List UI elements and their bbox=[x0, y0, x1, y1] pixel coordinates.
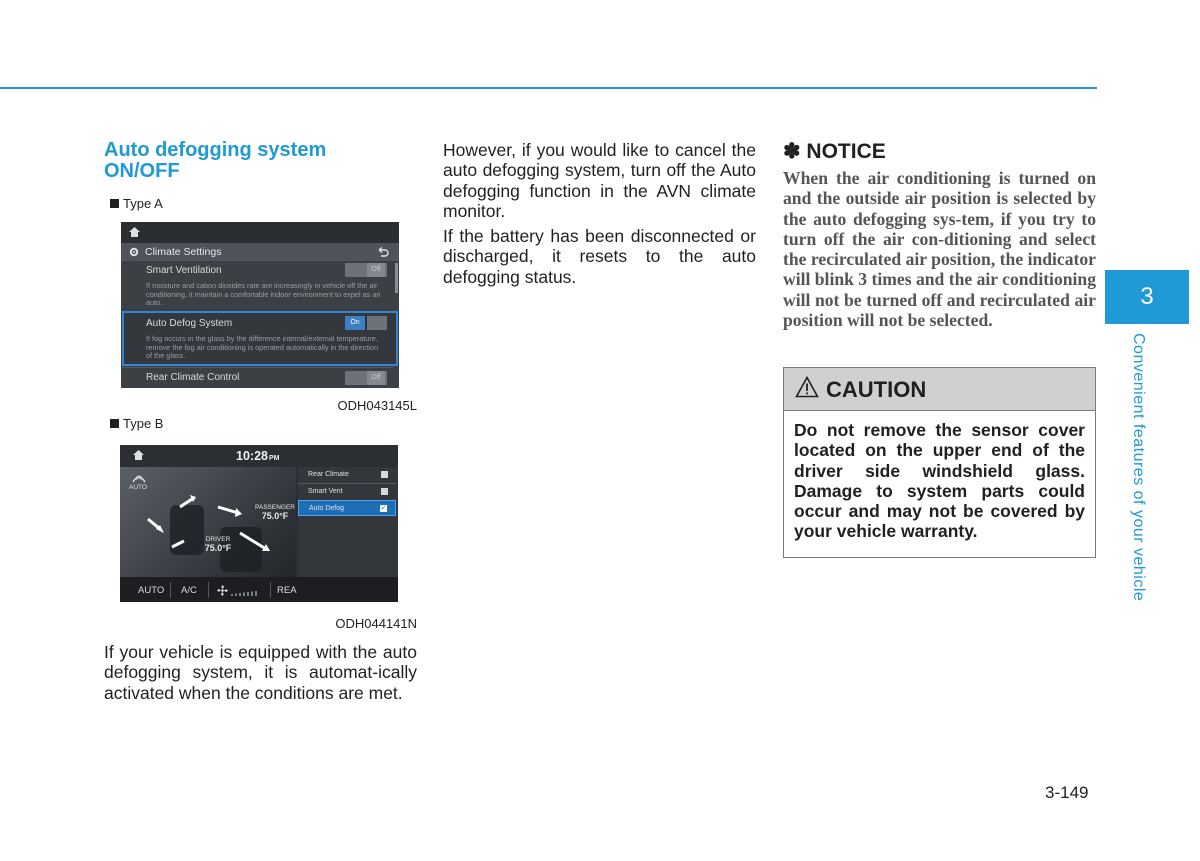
page-number: 3-149 bbox=[1045, 783, 1089, 802]
notice-body: When the air conditioning is turned on and the outside air position is selected by the auto defogging sys-tem, if you try to turn off the air con-ditioning and select the recirculated air position, the indicator will blink 3 times and the air conditioning will not be turned off and recirculated air position will not be selected. bbox=[783, 168, 1097, 331]
setting-description: If moisture and cabon dioxides rate are increasingly in vehicle off the air conditioning, it maintain a comfortable indoor environment to expel as an auto. bbox=[146, 281, 381, 307]
climate-menu bbox=[298, 467, 398, 577]
checkbox-checked[interactable]: ✓ bbox=[380, 505, 387, 512]
caution-title: CAUTION bbox=[826, 377, 927, 402]
setting-row-auto-defog[interactable] bbox=[121, 314, 393, 366]
bullet-square-icon bbox=[110, 199, 119, 208]
screen-a-topbar bbox=[121, 222, 399, 243]
divider bbox=[270, 582, 271, 598]
cancel-paragraph: However, if you would like to cancel the auto defogging system, turn off the Auto defogging function in the AVN climate monitor. bbox=[443, 140, 756, 221]
auto-indicator: AUTO bbox=[129, 484, 147, 491]
menu-item-auto-defog[interactable] bbox=[298, 500, 396, 516]
menu-item-smart-vent[interactable] bbox=[298, 484, 396, 500]
caution-header bbox=[784, 368, 1095, 411]
type-b-screen bbox=[120, 445, 398, 602]
toggle-switch[interactable] bbox=[345, 316, 387, 330]
warning-triangle-icon bbox=[795, 376, 819, 398]
clock bbox=[236, 449, 279, 463]
chapter-tab: 3 bbox=[1105, 270, 1189, 324]
driver-temp: 75.0°F bbox=[204, 543, 232, 553]
passenger-temp-display[interactable] bbox=[251, 503, 299, 521]
toggle-switch[interactable] bbox=[345, 371, 387, 385]
section-heading: Auto defogging system ON/OFF bbox=[104, 139, 327, 182]
type-a-text: Type A bbox=[123, 196, 163, 211]
top-rule bbox=[0, 87, 1097, 89]
toggle-state: Off bbox=[367, 371, 385, 385]
home-icon[interactable] bbox=[133, 450, 144, 460]
toggle-switch[interactable] bbox=[345, 263, 387, 277]
menu-item-label: Smart Vent bbox=[308, 488, 343, 495]
menu-item-label: Rear Climate bbox=[308, 471, 349, 478]
caution-box bbox=[783, 367, 1096, 558]
auto-button[interactable]: AUTO bbox=[138, 585, 165, 596]
setting-label: Auto Defog System bbox=[146, 318, 233, 329]
checkbox[interactable] bbox=[381, 471, 388, 478]
checkbox[interactable] bbox=[381, 488, 388, 495]
rear-button[interactable]: REA bbox=[277, 585, 297, 596]
gear-icon bbox=[129, 247, 139, 257]
scrollbar[interactable] bbox=[395, 263, 398, 293]
setting-label: Smart Ventilation bbox=[146, 265, 222, 276]
fan-icon[interactable] bbox=[217, 585, 228, 596]
type-a-screen bbox=[121, 222, 399, 388]
menu-item-label: Auto Defog bbox=[309, 505, 345, 512]
clock-time: 10:28 bbox=[236, 449, 268, 463]
clock-ampm: PM bbox=[268, 455, 280, 462]
passenger-temp: 75.0°F bbox=[261, 511, 289, 521]
toggle-state: Off bbox=[367, 263, 385, 277]
setting-label: Rear Climate Control bbox=[146, 372, 240, 383]
caution-body: Do not remove the sensor cover located on the upper end of the driver side windshield glass. Damage to system parts could occur and may not be covered by your vehicle warranty. bbox=[794, 420, 1085, 542]
figure-code-a: ODH043145L bbox=[337, 398, 417, 413]
chapter-title-vertical bbox=[1127, 333, 1151, 623]
climate-bottom-bar bbox=[120, 577, 398, 602]
type-b-text: Type B bbox=[123, 416, 164, 431]
ac-button[interactable]: A/C bbox=[181, 585, 197, 596]
setting-row-rear-climate[interactable] bbox=[121, 367, 393, 387]
defrost-icon[interactable] bbox=[132, 472, 146, 483]
battery-paragraph: If the battery has been disconnected or discharged, it resets to the auto defogging status. bbox=[443, 226, 756, 287]
type-b-label bbox=[110, 416, 163, 431]
notice-title: ✽ NOTICE bbox=[783, 140, 886, 163]
menu-item-rear-climate[interactable] bbox=[298, 467, 396, 483]
passenger-label: PASSENGER bbox=[255, 504, 295, 511]
screen-a-titlebar bbox=[121, 243, 399, 261]
type-a-label bbox=[110, 196, 163, 211]
driver-temp-display[interactable] bbox=[198, 535, 238, 553]
fan-speed-bars-icon bbox=[231, 590, 261, 596]
screen-a-title: Climate Settings bbox=[145, 246, 222, 258]
divider bbox=[208, 582, 209, 598]
toggle-track bbox=[367, 316, 387, 330]
home-icon[interactable] bbox=[129, 227, 140, 237]
divider bbox=[170, 582, 171, 598]
figure-code-b: ODH044141N bbox=[335, 616, 417, 631]
setting-description: If fog occurs in the glass by the difference internal/external temperature, remove the fog air conditioning is operated automatically in the direction of the glass. bbox=[146, 334, 379, 360]
toggle-state: On bbox=[345, 316, 365, 330]
chapter-title: Convenient features of your vehicle bbox=[1130, 333, 1147, 602]
bullet-square-icon bbox=[110, 419, 119, 428]
back-icon[interactable] bbox=[377, 247, 389, 257]
setting-row-smart-ventilation[interactable] bbox=[121, 261, 393, 313]
driver-label: DRIVER bbox=[205, 536, 231, 543]
intro-paragraph: If your vehicle is equipped with the auto defogging system, it is automat-ically activated when the conditions are met. bbox=[104, 642, 417, 703]
